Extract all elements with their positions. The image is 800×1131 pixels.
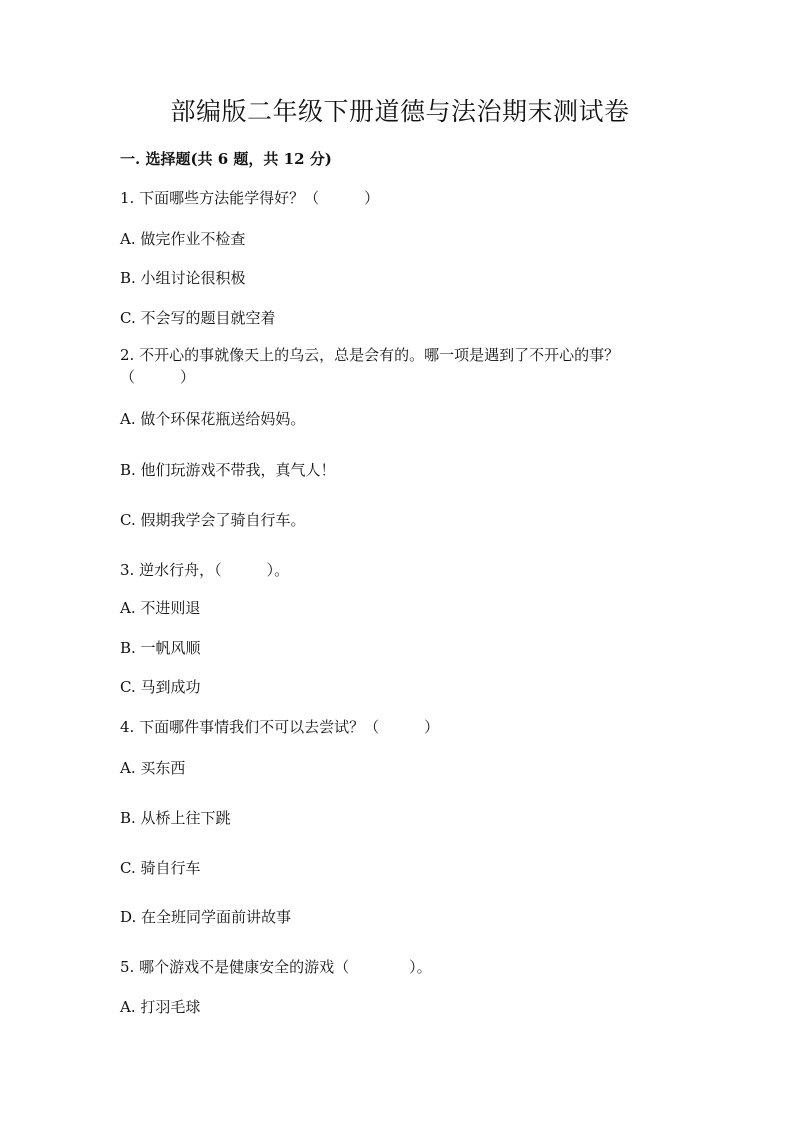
- question-2-option-c: C. 假期我学会了骑自行车。: [120, 511, 306, 529]
- question-4-stem: 4. 下面哪件事情我们不可以去尝试？（ ）: [120, 718, 440, 736]
- question-3-option-c: C. 马到成功: [120, 678, 201, 696]
- question-3-option-a: A. 不进则退: [120, 599, 201, 617]
- question-4-option-a: A. 买东西: [120, 759, 186, 777]
- question-2-option-b: B. 他们玩游戏不带我，真气人！: [120, 461, 336, 479]
- question-2-stem: 2. 不开心的事就像天上的乌云，总是会有的。哪一项是遇到了不开心的事？（ ）: [120, 346, 620, 386]
- question-3-option-b: B. 一帆风顺: [120, 639, 201, 657]
- question-2-option-a: A. 做个环保花瓶送给妈妈。: [120, 410, 306, 428]
- question-1-option-b: B. 小组讨论很积极: [120, 269, 246, 287]
- question-4-option-b: B. 从桥上往下跳: [120, 809, 231, 827]
- exam-title: 部编版二年级下册道德与法治期末测试卷: [170, 97, 630, 126]
- question-3-stem: 3. 逆水行舟，（ ）。: [120, 561, 290, 579]
- question-4-option-c: C. 骑自行车: [120, 859, 201, 877]
- question-4-option-d: D. 在全班同学面前讲故事: [120, 908, 292, 926]
- question-5-stem: 5. 哪个游戏不是健康安全的游戏（ ）。: [120, 958, 432, 976]
- section-heading: 一. 选择题(共 6 题，共 12 分): [120, 150, 332, 168]
- question-5-option-a: A. 打羽毛球: [120, 998, 201, 1016]
- question-1-option-a: A. 做完作业不检查: [120, 230, 246, 248]
- question-1-option-c: C. 不会写的题目就空着: [120, 309, 276, 327]
- question-1-stem: 1. 下面哪些方法能学得好？（ ）: [120, 189, 380, 207]
